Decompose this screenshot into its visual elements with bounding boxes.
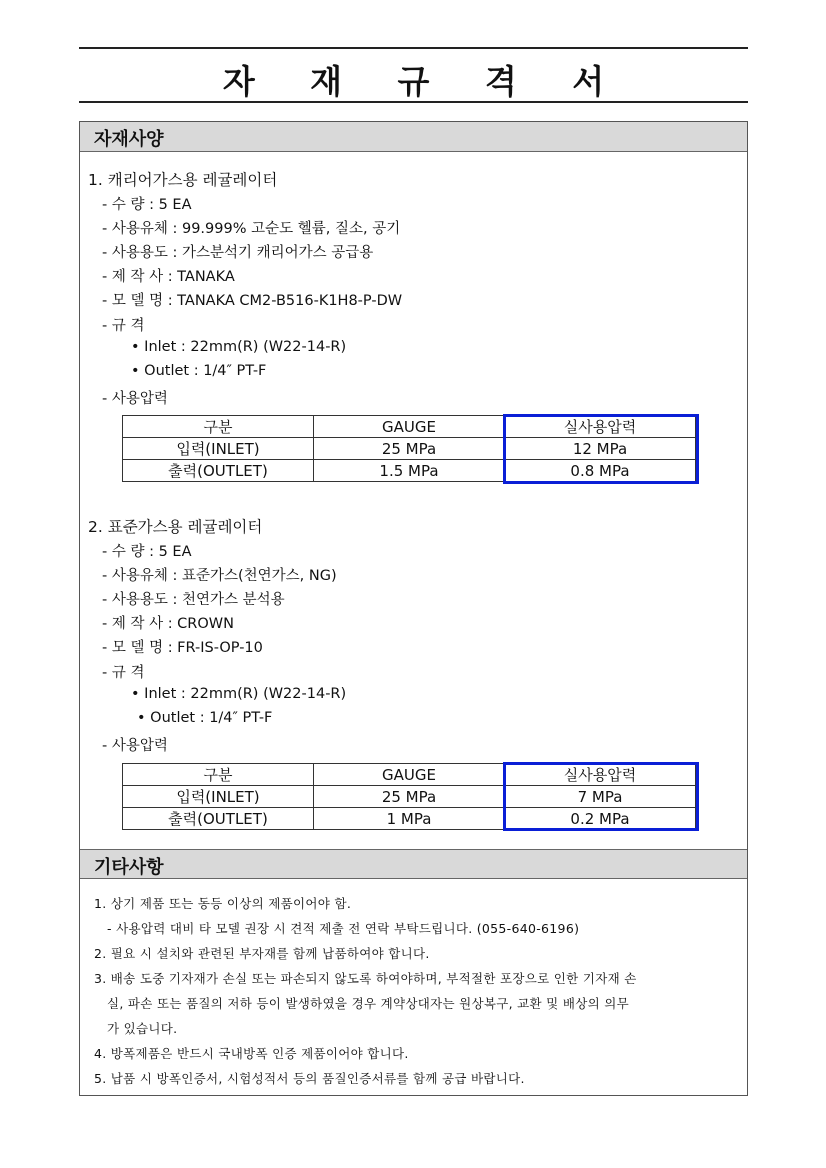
table-cell: 입력(INLET) bbox=[123, 438, 314, 460]
table-cell: 출력(OUTLET) bbox=[123, 460, 314, 482]
item2-pressure-label: - 사용압력 bbox=[102, 738, 168, 754]
note-1-sub: - 사용압력 대비 타 모델 권장 시 견적 제출 전 연락 부탁드립니다. (055-640-6196) bbox=[107, 921, 580, 936]
item2-model: - 모 델 명 : FR-IS-OP-10 bbox=[102, 640, 263, 656]
note-5: 5. 납품 시 방폭인증서, 시험성적서 등의 품질인증서류를 함께 공급 바랍니다. bbox=[94, 1071, 525, 1086]
table-cell: 7 MPa bbox=[505, 786, 696, 808]
item2-quantity: - 수 량 : 5 EA bbox=[102, 544, 192, 560]
table-header-cell: 실사용압력 bbox=[505, 764, 696, 786]
item2-manufacturer: - 제 작 사 : CROWN bbox=[102, 616, 234, 632]
item2-heading: 2. 표준가스용 레귤레이터 bbox=[88, 518, 263, 536]
spec-section-title: 자재사양 bbox=[94, 129, 164, 150]
item2-spec-label: - 규 격 bbox=[102, 665, 145, 681]
title-rule-top bbox=[79, 47, 748, 49]
table-cell: 1.5 MPa bbox=[314, 460, 505, 482]
page-title: 자 재 규 격 서 bbox=[222, 62, 627, 101]
item1-actual-pressure-highlight bbox=[503, 414, 699, 484]
spec-section-header bbox=[80, 122, 747, 152]
table-header-cell: 실사용압력 bbox=[505, 416, 696, 438]
table-cell: 출력(OUTLET) bbox=[123, 808, 314, 830]
note-3-cont: 실, 파손 또는 품질의 저하 등이 발생하였을 경우 계약상대자는 원상복구, 교환 및 배상의 의무 bbox=[107, 996, 629, 1011]
note-4: 4. 방폭제품은 반드시 국내방폭 인증 제품이어야 합니다. bbox=[94, 1046, 409, 1061]
item2-fluid: - 사용유체 : 표준가스(천연가스, NG) bbox=[102, 568, 337, 584]
table-cell: 입력(INLET) bbox=[123, 786, 314, 808]
note-1: 1. 상기 제품 또는 동등 이상의 제품이어야 함. bbox=[94, 896, 352, 911]
table-cell: 25 MPa bbox=[314, 786, 505, 808]
note-3-end: 가 있습니다. bbox=[107, 1021, 178, 1036]
etc-section-header bbox=[80, 849, 747, 879]
table-cell: 25 MPa bbox=[314, 438, 505, 460]
item2-actual-pressure-highlight bbox=[503, 762, 699, 831]
item2-purpose: - 사용용도 : 천연가스 분석용 bbox=[102, 592, 285, 608]
item1-inlet-spec: • Inlet : 22mm(R) (W22-14-R) bbox=[131, 339, 347, 355]
table-cell: 0.2 MPa bbox=[505, 808, 696, 830]
table-cell: 1 MPa bbox=[314, 808, 505, 830]
etc-section-title: 기타사항 bbox=[94, 857, 164, 878]
note-2: 2. 필요 시 설치와 관련된 부자재를 함께 납품하여야 합니다. bbox=[94, 946, 430, 961]
item1-manufacturer: - 제 작 사 : TANAKA bbox=[102, 269, 235, 285]
table-header-cell: GAUGE bbox=[314, 416, 505, 438]
table-header-cell: GAUGE bbox=[314, 764, 505, 786]
item1-heading: 1. 캐리어가스용 레귤레이터 bbox=[88, 171, 278, 189]
table-cell: 12 MPa bbox=[505, 438, 696, 460]
item1-spec-label: - 규 격 bbox=[102, 318, 145, 334]
item1-model: - 모 델 명 : TANAKA CM2-B516-K1H8-P-DW bbox=[102, 293, 403, 309]
spec-box bbox=[79, 121, 748, 1096]
item2-inlet-spec: • Inlet : 22mm(R) (W22-14-R) bbox=[131, 686, 347, 702]
table-header-cell: 구분 bbox=[123, 416, 314, 438]
item1-quantity: - 수 량 : 5 EA bbox=[102, 197, 192, 213]
note-3: 3. 배송 도중 기자재가 손실 또는 파손되지 않도록 하여야하며, 부적절한 포장으로 인한 기자재 손 bbox=[94, 971, 637, 986]
item2-outlet-spec: • Outlet : 1/4″ PT-F bbox=[137, 710, 273, 726]
table-header-cell: 구분 bbox=[123, 764, 314, 786]
item1-fluid: - 사용유체 : 99.999% 고순도 헬륨, 질소, 공기 bbox=[102, 221, 401, 237]
table-cell: 0.8 MPa bbox=[505, 460, 696, 482]
item1-purpose: - 사용용도 : 가스분석기 캐리어가스 공급용 bbox=[102, 245, 374, 261]
item1-pressure-label: - 사용압력 bbox=[102, 391, 168, 407]
title-rule-bottom bbox=[79, 101, 748, 103]
item1-outlet-spec: • Outlet : 1/4″ PT-F bbox=[131, 363, 267, 379]
